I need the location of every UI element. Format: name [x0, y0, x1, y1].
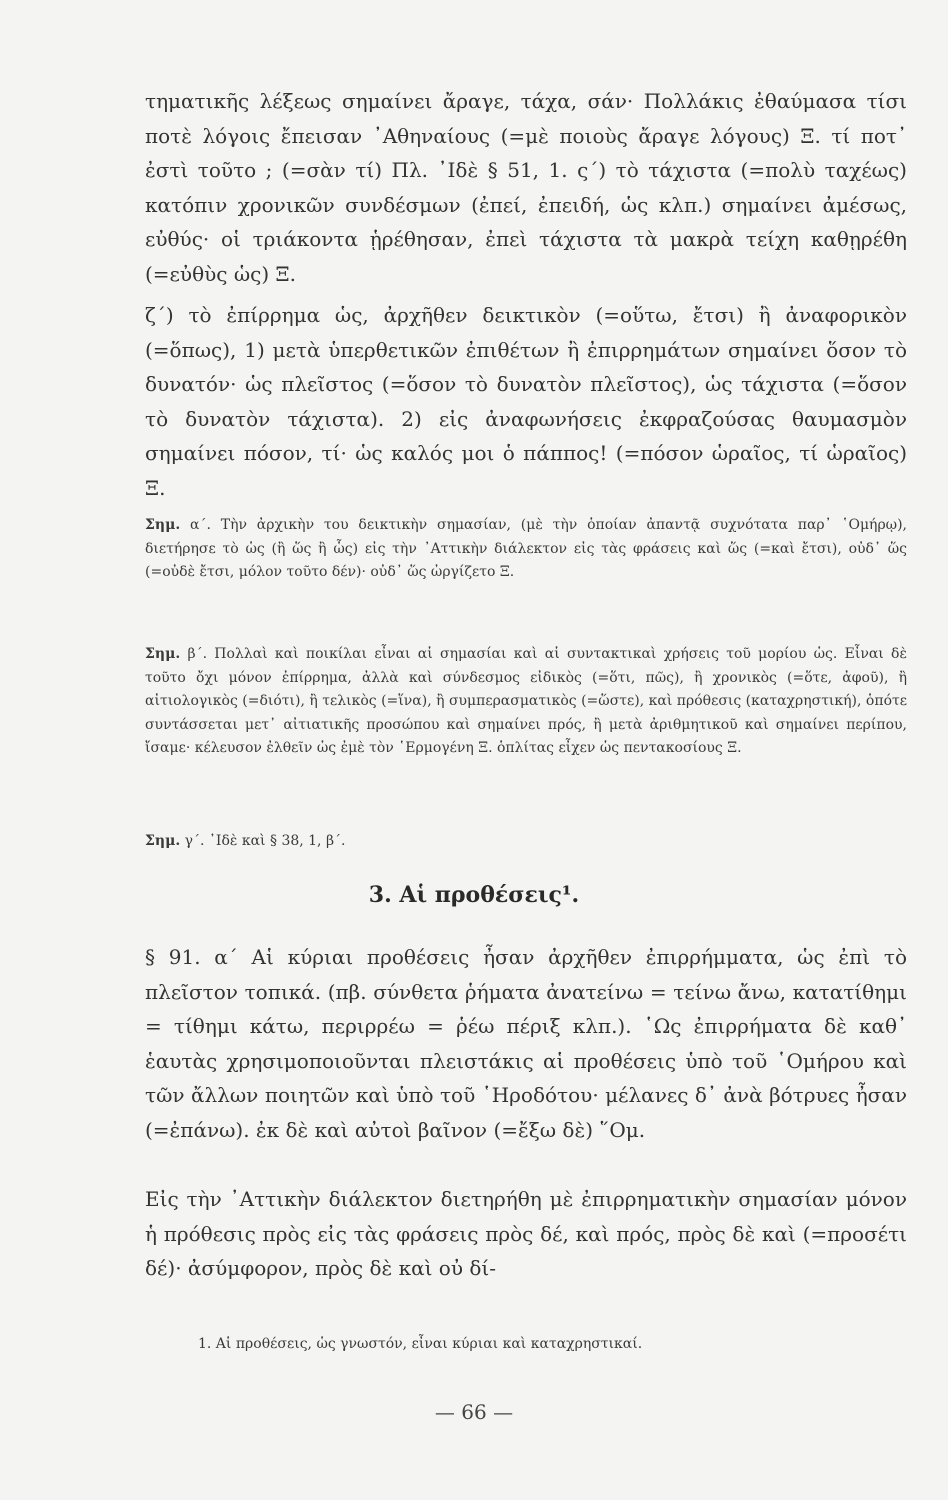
- note-b: [145, 643, 907, 761]
- note-text: γ΄. ᾿Ιδὲ καὶ § 38, 1, β΄.: [184, 833, 346, 849]
- note-a: [145, 514, 907, 585]
- note-text: β΄. Πολλαὶ καὶ ποικίλαι εἶναι αἱ σημασίαι καὶ αἱ συντακτικαὶ χρήσεις τοῦ μορίου ὡς. Εἶναι δὲ τοῦτο ὄχι μόνον ἐπίρρημα, ἀλλὰ καὶ σύνδεσμος εἰδικὸς (=ὅτι, πῶς), ἢ χρονικὸς (=ὅτε, ἀφοῦ), ἢ αἰτιολογικὸς (=διότι), ἢ τελικὸς (=ἵνα), ἢ συμπερασματικὸς (=ὥστε), καὶ πρόθεσις (καταχρηστική), ὁπότε συντάσσεται μετ᾿ αἰτιατικῆς προσώπου καὶ σημαίνει πρός, ἢ μετὰ ἀριθμητικοῦ καὶ σημαίνει περίπου, ἴσαμε· κέλευσον ἐλθεῖν ὡς ἐμὲ τὸν ῾Ερμογένη Ξ. ὁπλίτας εἶχεν ὡς πεντακοσίους Ξ.: [145, 646, 907, 757]
- note-label: Σημ.: [145, 517, 181, 533]
- body-paragraph-2: ζ΄) τὸ ἐπίρρημα ὡς, ἀρχῆθεν δεικτικὸν (=οὕτω, ἔτσι) ἢ ἀναφορικὸν (=ὅπως), 1) μετὰ ὑπερθετικῶν ἐπιθέτων ἢ ἐπιρρημάτων σημαίνει ὅσον τὸ δυνατόν· ὡς πλεῖστος (=ὅσον τὸ δυνατὸν πλεῖστος), ὡς τάχιστα (=ὅσον τὸ δυνατὸν τάχιστα). 2) εἰς ἀναφωνήσεις ἐκφραζούσας θαυμασμὸν σημαίνει πόσον, τί· ὡς καλός μοι ὁ πάππος! (=πόσον ὡραῖος, τί ὡραῖος) Ξ.: [145, 303, 907, 500]
- note-c: [145, 830, 907, 854]
- body-paragraph-1: τηματικῆς λέξεως σημαίνει ἄραγε, τάχα, σάν· Πολλάκις ἐθαύμασα τίσι ποτὲ λόγοις ἔπεισαν ᾿Αθηναίους (=μὲ ποιοὺς ἄραγε λόγους) Ξ. τί ποτ᾿ ἐστὶ τοῦτο ; (=σὰν τί) Πλ. ᾿Ιδὲ § 51, 1. ς΄) τὸ τάχιστα (=πολὺ ταχέως) κατόπιν χρονικῶν συνδέσμων (ἐπεί, ἐπειδή, ὡς κλπ.) σημαίνει ἀμέσως, εὐθύς· οἱ τριάκοντα ᾑρέθησαν, ἐπεὶ τάχιστα τὰ μακρὰ τείχη καθῃρέθη (=εὐθὺς ὡς) Ξ.: [145, 89, 907, 286]
- footnote: 1. Αἱ προθέσεις, ὡς γνωστόν, εἶναι κύριαι καὶ καταχρηστικαί.: [198, 1336, 643, 1352]
- section-paragraph-2: Εἰς τὴν ᾿Αττικὴν διάλεκτον διετηρήθη μὲ ἐπιρρηματικὴν σημασίαν μόνον ἡ πρόθεσις πρὸς εἰς τὰς φράσεις πρὸς δέ, καὶ πρός, πρὸς δὲ καὶ (=προσέτι δέ)· ἀσύμφορον, πρὸς δὲ καὶ οὐ δί-: [145, 1187, 907, 1281]
- note-label: Σημ.: [145, 833, 181, 849]
- note-text: α΄. Τὴν ἀρχικὴν του δεικτικὴν σημασίαν, (μὲ τὴν ὁποίαν ἀπαντᾷ συχνότατα παρ᾿ ῾Ομήρῳ), διετήρησε τὸ ὡς (ἢ ὥς ἢ ὧς) εἰς τὴν ᾿Αττικὴν διάλεκτον εἰς τὰς φράσεις καὶ ὥς (=καὶ ἔτσι), οὐδ᾿ ὥς (=οὐδὲ ἔτσι, μόλον τοῦτο δέν)· οὐδ᾿ ὥς ὠργίζετο Ξ.: [145, 517, 907, 581]
- section-heading: 3. Αἱ προθέσεις¹.: [368, 882, 580, 908]
- page-number: — 66 —: [434, 1400, 514, 1424]
- section-paragraph-1: § 91. α΄ Αἱ κύριαι προθέσεις ἦσαν ἀρχῆθεν ἐπιρρήμματα, ὡς ἐπὶ τὸ πλεῖστον τοπικά. (πβ. σύνθετα ῥήματα ἀνατείνω = τείνω ἄνω, κατατίθημι = τίθημι κάτω, περιρρέω = ῥέω πέριξ κλπ.). ῾Ως ἐπιρρήματα δὲ καθ᾿ ἑαυτὰς χρησιμοποιοῦνται πλειστάκις αἱ προθέσεις ὑπὸ τοῦ ῾Ομήρου καὶ τῶν ἄλλων ποιητῶν καὶ ὑπὸ τοῦ ῾Ηροδότου· μέλανες δ᾿ ἀνὰ βότρυες ἦσαν (=ἐπάνω). ἐκ δὲ καὶ αὐτοὶ βαῖνον (=ἔξω δὲ) ῞Ομ.: [145, 945, 907, 1142]
- note-label: Σημ.: [145, 646, 181, 662]
